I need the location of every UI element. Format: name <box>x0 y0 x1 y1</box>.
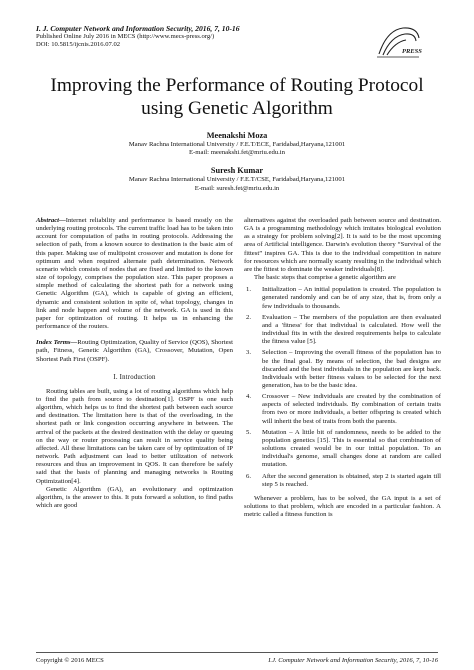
logo-text: PRESS <box>402 48 422 55</box>
intro-paragraph: Routing tables are built, using a lot of routing algorithms which help to find the path from source to destination[1]. OSPF is one such algorithm, which helps us to find the shortest path between each source and destination. The limitation here is that of the overloading, in the shortest path or link congestion occurring anywhere in between. The arrival of the packets at the desired destination with the delay or queuing on the way or router processing can result in service quality being affected. All these limitations can be taken care of by optimization of IP network. Path adjustment can lead to better utilization of network resources and thus an improvement in QOS. It can therefore be safely said that the basis of planning and managing networks is Routing Optimization[4]. <box>36 387 233 485</box>
list-text: Initialization – An initial population is created. The population is generated randomly and can be of any size, that is, from only a few individuals to thousands. <box>262 286 441 310</box>
paper-title <box>30 74 444 120</box>
body-paragraph: alternatives against the overloaded path between source and destination. GA is a programming methodology which imitates biological evolution as a strategy for problem solving[2]. It is said to be the most upcoming area of Artificial intelligence. Darwin's evolution theory “Survival of the fittest” inspires GA. This is due to the individual competition in nature for resources which are normally scanty resulting in the individual which are the fittest to dominate the weaker individuals[8]. <box>244 217 441 273</box>
left-column <box>36 217 233 510</box>
list-item <box>244 473 441 489</box>
author-block <box>30 131 444 157</box>
mecs-press-logo <box>373 24 423 60</box>
footer-divider <box>36 652 438 653</box>
abstract <box>36 217 233 331</box>
list-text: After the second generation is obtained, step 2 is started again till step 5 is reached. <box>262 472 441 488</box>
list-number: 6. <box>246 472 252 480</box>
list-item <box>244 393 441 426</box>
list-item <box>244 429 441 470</box>
index-terms-text: Routing Optimization, Quality of Service (QOS), Shortest path, Fitness, Genetic Algorithm (GA), Crossover, Mutation, Open Shortest Path First (OSPF). <box>36 339 234 363</box>
ga-steps-list <box>244 286 441 489</box>
author-list <box>30 131 444 202</box>
title-line-1: Improving the Performance of Routing Protocol <box>50 75 424 96</box>
list-item <box>244 349 441 390</box>
list-text: Crossover – New individuals are created by the combination of aspects of selected individuals. By combination of certain traits from two or more individuals, a better offspring is created which will inherit the best of traits from both the parents. <box>262 393 441 425</box>
body-paragraph: Whenever a problem, has to be solved, the GA input is a set of solutions to that problem, which are encoded in a particular fashion. A metric called a fitness function is <box>244 494 441 519</box>
abstract-text: Internet reliability and performance is based mostly on the underlying routing protocols. The current traffic load has to be taken into account for computation of paths in routing protocols. Addressing the selection of path, from a known source to destination is the basic aim of this paper. Making use of multipoint crossover and mutation is done for optimum and when required alternate path determination. Network scenario which consists of nodes that are fixed and limited to the known size of topology, comprises the population size. This paper proposes a simple method of calculating the shortest path for a network using Genetic Algorithm (GA), which is capable of giving an efficient, dynamic and consistent solution in spite of, what topology, changes in link and node happen and volume of the network. GA is used in this paper for optimization of routing. It helps us in enhancing the performance of the routers. <box>36 217 233 331</box>
list-number: 2. <box>246 313 252 321</box>
author-block <box>30 166 444 192</box>
author-email: E-mail: meenakshi.fet@mriu.edu.in <box>188 149 286 157</box>
author-affiliation: Manav Rachna International University / F.E.T/ECE, Faridabad,Haryana,121001 <box>128 141 346 148</box>
list-item <box>244 286 441 310</box>
author-affiliation: Manav Rachna International University / F.E.T/CSE, Faridabad,Haryana,121001 <box>128 176 346 184</box>
list-text: Selection – Improving the overall fitness of the population has to be the final goal. By means of selection, the bad designs are discarded and the best individuals in the population are kept back. Individuals with better fitness values to be selected for the next generation, has to be the basic idea. <box>262 349 441 389</box>
footer-journal: I.J. Computer Network and Information Security, 2016, 7, 10-16 <box>268 657 438 664</box>
list-item <box>244 314 441 347</box>
section-heading: I. Introduction <box>113 373 156 381</box>
list-number: 5. <box>246 428 252 436</box>
list-number: 3. <box>246 349 252 357</box>
author-email: E-mail: suresh.fet@mriu.edu.in <box>194 184 280 192</box>
intro-paragraph: Genetic Algorithm (GA), an evolutionary and optimization algorithm, is the answer to this. It puts forward a solution, to find paths which are good <box>36 485 233 509</box>
title-line-2: using Genetic Algorithm <box>141 98 333 119</box>
list-number: 4. <box>246 393 252 401</box>
journal-header <box>36 24 336 49</box>
author-name: Suresh Kumar <box>210 166 264 176</box>
doi: DOI: 10.5815/ijcnis.2016.07.02 <box>36 41 121 49</box>
right-column <box>244 217 441 519</box>
publication-info: Published Online July 2016 in MECS (http://www.mecs-press.org/) <box>36 33 215 40</box>
abstract-label: Abstract— <box>36 217 66 224</box>
journal-name: I. J. Computer Network and Information Security, 2016, 7, 10-16 <box>36 24 240 33</box>
list-text: Mutation – A little bit of randomness, needs to be added to the population genetics [15]. This is essential so that combination of solutions created would be in our initial population. To an individual's genome, small changes done at random are called mutation. <box>262 428 441 469</box>
author-name: Meenakshi Moza <box>206 131 268 140</box>
list-number: 1. <box>246 286 252 294</box>
index-terms-label: Index Terms— <box>36 339 78 347</box>
index-terms <box>36 339 233 363</box>
list-text: Evaluation – The members of the population are then evaluated and a 'fitness' for that individual is calculated. How well the individual fits in with the desired requirements helps to calculate the fitness value [5]. <box>262 313 441 346</box>
body-paragraph: The basic steps that comprise a genetic algorithm are <box>254 274 396 282</box>
footer-copyright: Copyright © 2016 MECS <box>36 657 104 664</box>
